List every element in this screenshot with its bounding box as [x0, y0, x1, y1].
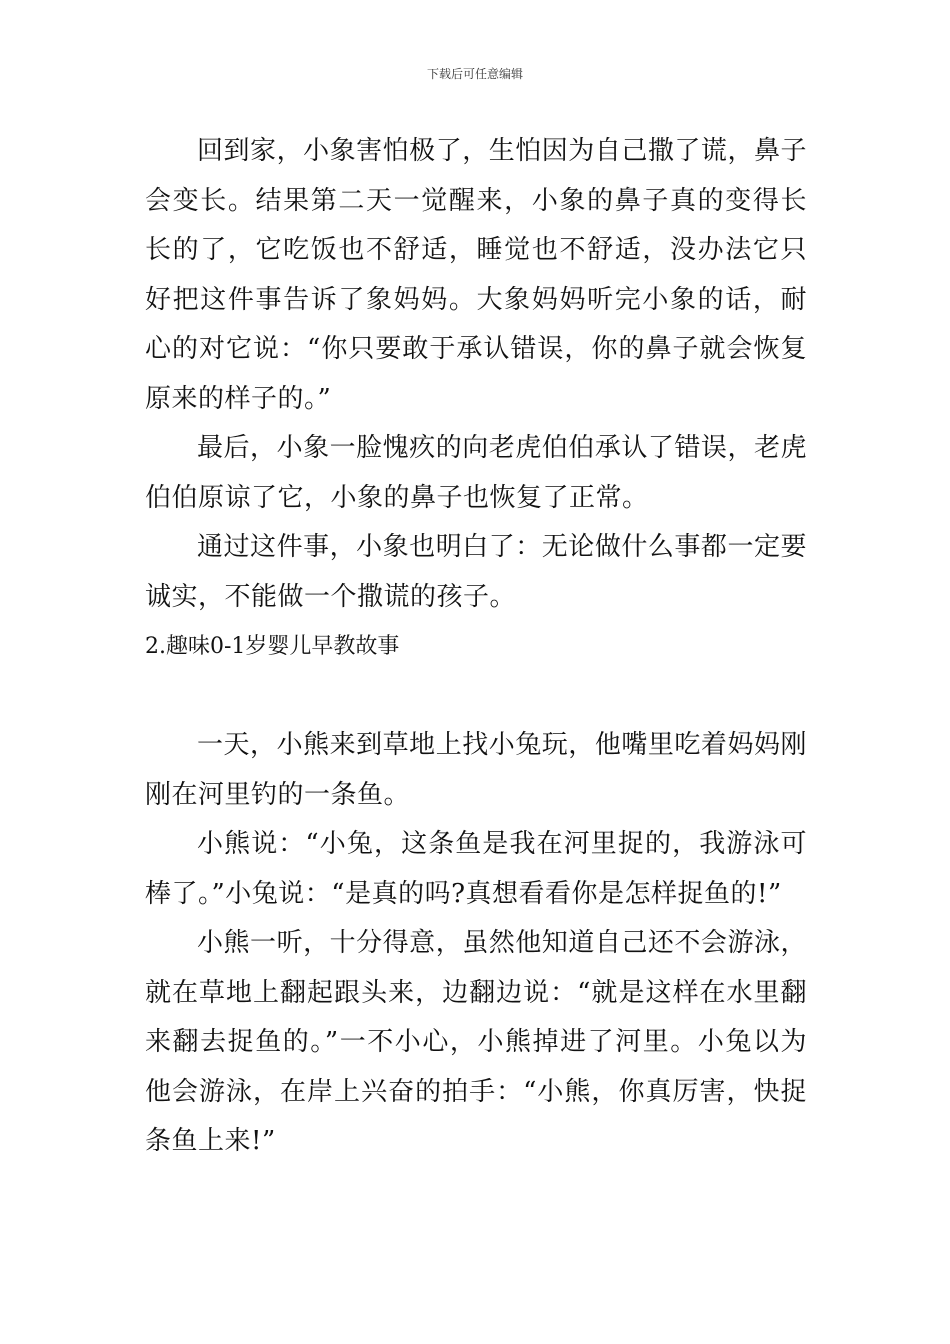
section-heading: 2.趣味0-1岁婴儿早教故事	[145, 634, 400, 659]
paragraph-bear-falls: 小熊一听，十分得意，虽然他知道自己还不会游泳，就在草地上翻起跟头来，边翻边说：“就是这样在水里翻来翻去捉鱼的。”一不小心，小熊掉进了河里。小兔以为他会游泳，在岸上兴奋的拍手：“小熊，你真厉害，快捉条鱼上来!”	[145, 928, 807, 1156]
blank-line	[145, 672, 807, 722]
document-body	[145, 127, 807, 1167]
paragraph-elephant-home: 回到家，小象害怕极了，生怕因为自己撒了谎，鼻子会变长。结果第二天一觉醒来，小象的鼻子真的变得长长的了，它吃饭也不舒适，睡觉也不舒适，没办法它只好把这件事告诉了象妈妈。大象妈妈听完小象的话，耐心的对它说：“你只要敢于承认错误，你的鼻子就会恢复原来的样子的。”	[145, 136, 807, 414]
paragraph-bear-fish: 一天，小熊来到草地上找小兔玩，他嘴里吃着妈妈刚刚在河里钓的一条鱼。	[145, 730, 807, 810]
paragraph-elephant-moral: 通过这件事，小象也明白了：无论做什么事都一定要诚实，不能做一个撒谎的孩子。	[145, 532, 807, 612]
page-header: 下载后可任意编辑	[426, 67, 523, 81]
paragraph-elephant-apology: 最后，小象一脸愧疚的向老虎伯伯承认了错误，老虎伯伯原谅了它，小象的鼻子也恢复了正常。	[145, 433, 807, 513]
paragraph-bear-boast: 小熊说：“小兔，这条鱼是我在河里捉的，我游泳可棒了。”小兔说：“是真的吗?真想看看你是怎样捉鱼的!”	[145, 829, 807, 909]
